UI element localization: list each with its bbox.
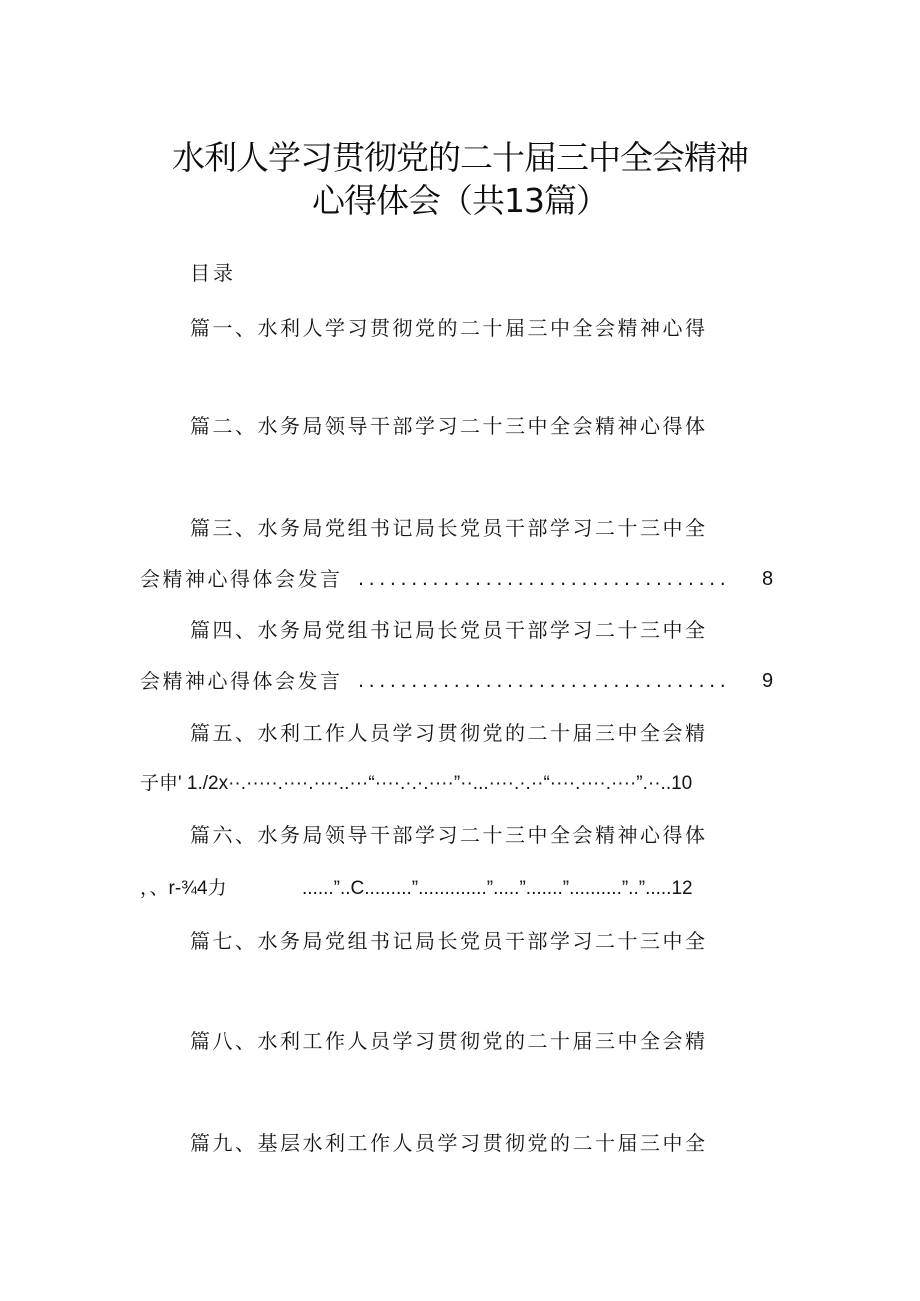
toc-heading: 目录 <box>190 261 236 285</box>
toc-entry-5-continuation: 子申' 1./2x··.·····.····.····..···“····.·.·.····”··...····.·.··“····.····.····”.··..10 <box>140 773 693 794</box>
toc-entry-4-continuation: 会精神心得体会发言 <box>140 669 343 693</box>
toc-entry-6: 篇六、水务局领导干部学习二十三中全会精神心得体 <box>190 823 708 847</box>
toc-entry-6-continuation-a: ，、r-¾4力 <box>140 878 227 899</box>
toc-entry-6-continuation-b: ......”..C.........”.............”.....”.......”..........”..”.....12 <box>302 878 693 899</box>
toc-entry-4-page: 9 <box>762 670 774 692</box>
toc-entry-3: 篇三、水务局党组书记局长党员干部学习二十三中全 <box>190 516 708 540</box>
toc-entry-7: 篇七、水务局党组书记局长党员干部学习二十三中全 <box>190 929 708 953</box>
toc-entry-2: 篇二、水务局领导干部学习二十三中全会精神心得体 <box>190 414 708 438</box>
toc-entry-1: 篇一、水利人学习贯彻党的二十届三中全会精神心得 <box>190 316 708 340</box>
toc-entry-3-leader: ................................... <box>358 568 731 590</box>
document-title-line-2: 心得体会（共13篇） <box>312 181 608 220</box>
toc-entry-3-continuation: 会精神心得体会发言 <box>140 567 343 591</box>
toc-entry-9: 篇九、基层水利工作人员学习贯彻党的二十届三中全 <box>190 1131 708 1155</box>
toc-entry-5: 篇五、水利工作人员学习贯彻党的二十届三中全会精 <box>190 721 708 745</box>
toc-entry-3-page: 8 <box>762 568 774 590</box>
toc-entry-4-leader: ................................... <box>358 670 731 692</box>
document-title-line-1: 水利人学习贯彻党的二十届三中全会精神 <box>172 138 748 177</box>
toc-entry-4: 篇四、水务局党组书记局长党员干部学习二十三中全 <box>190 618 708 642</box>
toc-entry-8: 篇八、水利工作人员学习贯彻党的二十届三中全会精 <box>190 1029 708 1053</box>
